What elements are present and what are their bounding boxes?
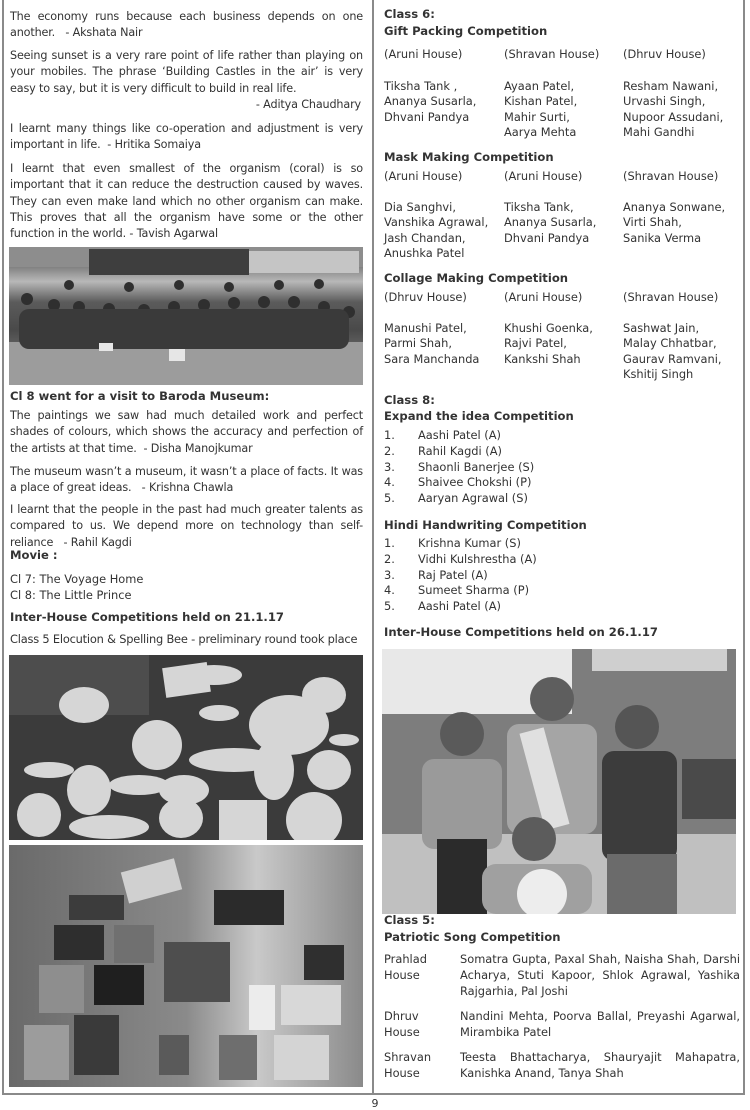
- mask-houses-row: [384, 169, 743, 184]
- name: Sashwat Jain,: [623, 321, 700, 335]
- interhouse-heading-21: Inter-House Competitions held on 21.1.17: [10, 610, 284, 624]
- list-item: [384, 583, 537, 599]
- name: Tiksha Tank,: [504, 200, 574, 214]
- house-label: (Aruni House): [384, 169, 463, 183]
- quote-text: I learnt that the people in the past had much greater talents as compared to us. We depend more on technology than self-reliance: [10, 503, 363, 549]
- name: Parmi Shah,: [384, 336, 452, 351]
- name: Tiksha Tank ,: [384, 79, 458, 93]
- list-number: 3.: [384, 459, 395, 474]
- quote-author: - Hritika Somaiya: [107, 138, 201, 152]
- patriotic-dhruv-row: [384, 1008, 740, 1040]
- movie-item: Cl 8: The Little Prince: [10, 588, 132, 602]
- list-item: [384, 460, 534, 476]
- list-number: 4.: [384, 583, 395, 598]
- house-label: (Aruni House): [384, 47, 463, 61]
- list-number: 3.: [384, 567, 395, 582]
- names-cell: [623, 200, 743, 261]
- name: Kankshi Shah: [504, 351, 581, 366]
- elocution-text: Class 5 Elocution & Spelling Bee - preliminary round took place: [10, 632, 358, 646]
- list-item: [384, 552, 537, 568]
- quote-text: I learnt many things like co-operation and adjustment is very important in life.: [10, 122, 363, 152]
- collage-making-heading: Collage Making Competition: [384, 271, 569, 285]
- quote-4: [10, 161, 363, 242]
- list-number: 2.: [384, 443, 395, 458]
- gifts-illustration: [9, 845, 363, 1087]
- page-number: 9: [371, 1097, 379, 1110]
- name: Ananya Sonwane,: [623, 200, 726, 214]
- house-label: (Aruni House): [504, 290, 583, 304]
- list-name: Krishna Kumar (S): [418, 536, 521, 550]
- house-label: (Shravan House): [623, 290, 719, 304]
- names-cell: [384, 321, 504, 382]
- museum-heading: Cl 8 went for a visit to Baroda Museum:: [10, 389, 270, 403]
- list-number: 2.: [384, 551, 395, 566]
- list-number: 1.: [384, 428, 395, 442]
- list-name: Aashi Patel (A): [418, 428, 501, 442]
- photo-patriotic-song-students: [382, 649, 736, 914]
- participant-names: Nandini Mehta, Poorva Ballal, Preyashi Agarwal, Mirambika Patel: [460, 1009, 740, 1039]
- group-photo-illustration: [9, 247, 363, 385]
- interhouse-heading-26: Inter-House Competitions held on 26.1.17: [384, 625, 658, 639]
- list-item: [384, 428, 534, 444]
- house-name: House: [384, 1025, 420, 1039]
- museum-quote-1: [10, 408, 363, 457]
- name: Kshitij Singh: [623, 366, 694, 381]
- mask-names-row: [384, 200, 743, 261]
- class8-heading: Class 8:: [384, 393, 435, 407]
- quote-author: - Rahil Kagdi: [63, 535, 132, 549]
- name: Mahir Surti,: [504, 109, 570, 124]
- list-item: [384, 444, 534, 460]
- museum-quote-2: [10, 464, 363, 497]
- students-illustration: [382, 649, 736, 914]
- list-item: [384, 599, 537, 615]
- collage-names-row: [384, 321, 743, 382]
- quote-author: - Disha Manojkumar: [143, 441, 253, 455]
- quote-text: The economy runs because each business depends on one another.: [10, 10, 363, 40]
- collage-houses-row: [384, 290, 743, 305]
- quote-text: The museum wasn’t a museum, it wasn’t a place of facts. It was a place of great ideas.: [10, 465, 363, 495]
- gift-houses-row: [384, 47, 743, 62]
- name: Mahi Gandhi: [623, 124, 695, 139]
- patriotic-song-heading: Patriotic Song Competition: [384, 930, 561, 944]
- name: Resham Nawani,: [623, 79, 719, 93]
- masks-illustration: [9, 655, 363, 840]
- name: Dhvani Pandya: [384, 109, 470, 124]
- name: Urvashi Singh,: [623, 94, 706, 109]
- hindi-handwriting-heading: Hindi Handwriting Competition: [384, 518, 587, 532]
- list-name: Vidhi Kulshrestha (A): [418, 551, 537, 566]
- name: Virti Shah,: [623, 215, 682, 230]
- quote-text: I learnt that even smallest of the organism (coral) is so important that it can reduce the destruction caused by waves. They can even make land which no other organism can make. This proves that all the organism have some or the other function in the world.: [10, 162, 363, 241]
- names-cell: [384, 200, 504, 261]
- name: Ayaan Patel,: [504, 79, 575, 93]
- participant-names: Teesta Bhattacharya, Shauryajit Mahapatra, Kanishka Anand, Tanya Shah: [460, 1050, 740, 1080]
- name: Gaurav Ramvani,: [623, 351, 722, 366]
- quote-author: - Akshata Nair: [65, 26, 143, 40]
- list-item: [384, 568, 537, 584]
- photo-masks: [9, 655, 363, 840]
- patriotic-shravan-row: [384, 1049, 740, 1081]
- names-cell: [504, 79, 623, 140]
- house-label: (Aruni House): [504, 169, 583, 183]
- house-name: Dhruv: [384, 1009, 419, 1023]
- list-number: 5.: [384, 491, 395, 506]
- movie-heading: Movie :: [10, 548, 58, 562]
- name: Ananya Susarla,: [384, 94, 477, 109]
- name: Aarya Mehta: [504, 124, 577, 139]
- quote-3: [10, 121, 363, 154]
- expand-idea-heading: Expand the idea Competition: [384, 409, 574, 423]
- name: Sara Manchanda: [384, 351, 480, 366]
- list-name: Shaivee Chokshi (P): [418, 475, 532, 490]
- movie-item: Cl 7: The Voyage Home: [10, 572, 144, 586]
- house-name: Prahlad: [384, 952, 427, 966]
- house-label: (Shravan House): [623, 169, 719, 183]
- list-name: Shaonli Banerjee (S): [418, 459, 535, 474]
- names-cell: [504, 321, 623, 382]
- mask-making-heading: Mask Making Competition: [384, 150, 554, 164]
- name: Rajvi Patel,: [504, 336, 567, 351]
- list-name: Aashi Patel (A): [418, 599, 501, 614]
- name: Jash Chandan,: [384, 230, 466, 245]
- class5-heading: Class 5:: [384, 913, 435, 927]
- list-item: [384, 536, 537, 552]
- list-number: 1.: [384, 536, 395, 550]
- name: Malay Chhatbar,: [623, 336, 717, 351]
- house-name: House: [384, 1066, 420, 1080]
- name: Dia Sanghvi,: [384, 200, 456, 214]
- house-label: (Shravan House): [504, 47, 600, 61]
- name: Kishan Patel,: [504, 94, 578, 109]
- patriotic-prahlad-row: [384, 951, 740, 999]
- list-name: Aaryan Agrawal (S): [418, 491, 528, 506]
- list-name: Sumeet Sharma (P): [418, 583, 530, 598]
- house-label: (Dhruv House): [384, 290, 467, 304]
- quote-text: Seeing sunset is a very rare point of life rather than playing on your mobiles. The phrase ‘Building Castles in the air’ is very easy to say, but it is very difficult to build in real life.: [10, 49, 363, 95]
- house-name: Shravan: [384, 1050, 432, 1064]
- list-item: [384, 491, 534, 507]
- name: Khushi Goenka,: [504, 321, 593, 335]
- column-divider: [372, 0, 374, 1095]
- museum-quote-3: [10, 502, 363, 551]
- list-item: [384, 475, 534, 491]
- list-number: 5.: [384, 599, 395, 614]
- name: Sanika Verma: [623, 230, 702, 245]
- name: Manushi Patel,: [384, 321, 467, 335]
- quote-author: - Tavish Agarwal: [129, 227, 218, 241]
- house-label: (Dhruv House): [623, 47, 706, 61]
- quote-text: The paintings we saw had much detailed work and perfect shades of colours, which shows the accuracy and perfection of the artists at that time.: [10, 409, 363, 455]
- names-cell: [623, 321, 743, 382]
- quote-2: [10, 48, 363, 113]
- photo-gifts: [9, 845, 363, 1087]
- expand-idea-list: [384, 428, 534, 507]
- name: Nupoor Assudani,: [623, 109, 724, 124]
- hindi-handwriting-list: [384, 536, 537, 615]
- class6-heading: Class 6:: [384, 7, 435, 21]
- list-number: 4.: [384, 475, 395, 490]
- quote-author: - Krishna Chawla: [141, 481, 234, 495]
- names-cell: [384, 79, 504, 140]
- name: Vanshika Agrawal,: [384, 215, 489, 230]
- participant-names: Somatra Gupta, Paxal Shah, Naisha Shah, Darshi Acharya, Stuti Kapoor, Shlok Agrawal, Yashika Rajgarhia, Pal Joshi: [460, 952, 740, 998]
- list-name: Raj Patel (A): [418, 567, 488, 582]
- gift-packing-heading: Gift Packing Competition: [384, 24, 548, 38]
- list-name: Rahil Kagdi (A): [418, 443, 502, 458]
- group-photo-museum: [9, 247, 363, 385]
- name: Anushka Patel: [384, 245, 465, 260]
- quote-1: [10, 9, 363, 42]
- names-cell: [504, 200, 623, 261]
- names-cell: [623, 79, 743, 140]
- name: Dhvani Pandya: [504, 230, 590, 245]
- quote-author: - Aditya Chaudhary: [255, 97, 361, 111]
- gift-names-row: [384, 79, 743, 140]
- house-name: House: [384, 968, 420, 982]
- name: Ananya Susarla,: [504, 215, 597, 230]
